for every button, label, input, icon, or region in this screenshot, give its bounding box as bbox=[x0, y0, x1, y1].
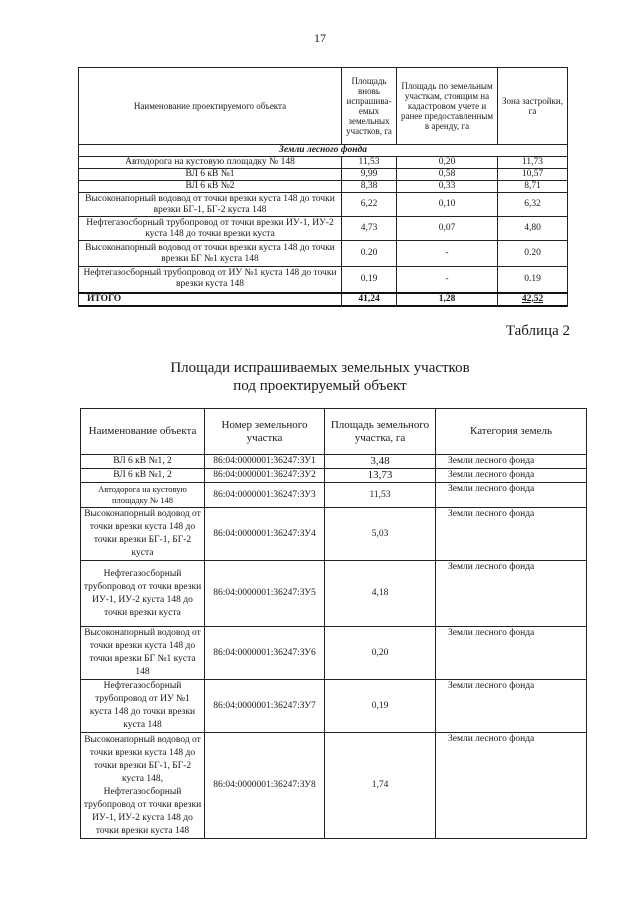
t1-total-label: ИТОГО bbox=[79, 293, 342, 306]
t2-row-parcel: 86:04:0000001:36247:ЗУ8 bbox=[205, 733, 325, 839]
t2-row-area: 4,18 bbox=[325, 561, 436, 627]
t2-row-category: Земли лесного фонда bbox=[436, 469, 587, 483]
t1-row-zone: 4,80 bbox=[498, 217, 568, 241]
t2-row-category: Земли лесного фонда bbox=[436, 733, 587, 839]
page-number: 17 bbox=[314, 31, 326, 45]
t2-row-parcel: 86:04:0000001:36247:ЗУ1 bbox=[205, 455, 325, 469]
t1-row-requested: 0.20 bbox=[342, 241, 397, 267]
t2-row-parcel: 86:04:0000001:36247:ЗУ5 bbox=[205, 561, 325, 627]
table-row bbox=[79, 267, 568, 293]
t2-row-area: 3,48 bbox=[325, 455, 436, 469]
t2-row-name: ВЛ 6 кВ №1, 2 bbox=[81, 469, 205, 483]
t2-row-name: Высоконапорный водовод от точки врезки куста 148 до точки врезки БГ-1, БГ-2 куста bbox=[81, 508, 205, 561]
t1-row-registered: 0,10 bbox=[397, 193, 498, 217]
t1-total-registered: 1,28 bbox=[397, 293, 498, 306]
t2-row-name: ВЛ 6 кВ №1, 2 bbox=[81, 455, 205, 469]
t2-row-parcel: 86:04:0000001:36247:ЗУ2 bbox=[205, 469, 325, 483]
t2-row-category: Земли лесного фонда bbox=[436, 455, 587, 469]
t1-row-registered: 0,20 bbox=[397, 157, 498, 169]
project-areas-table bbox=[78, 67, 568, 307]
table-row bbox=[79, 193, 568, 217]
t1-row-requested: 11,53 bbox=[342, 157, 397, 169]
t1-section-title: Земли лесного фонда bbox=[79, 145, 568, 157]
table-row bbox=[79, 169, 568, 181]
t1-row-requested: 0.19 bbox=[342, 267, 397, 293]
t1-row-zone: 11,73 bbox=[498, 157, 568, 169]
t2-row-area: 0,19 bbox=[325, 680, 436, 733]
table-row bbox=[81, 680, 587, 733]
table-row bbox=[81, 627, 587, 680]
t1-row-requested: 8,38 bbox=[342, 181, 397, 193]
table-row bbox=[81, 483, 587, 508]
t1-header-registered-area: Площадь по земельным участкам, стоящим на кадастровом учете и ранее предоставленным в аренду, га bbox=[397, 68, 498, 145]
t2-row-parcel: 86:04:0000001:36247:ЗУ6 bbox=[205, 627, 325, 680]
t2-row-area: 0,20 bbox=[325, 627, 436, 680]
t2-row-parcel: 86:04:0000001:36247:ЗУ4 bbox=[205, 508, 325, 561]
t1-row-name: ВЛ 6 кВ №2 bbox=[79, 181, 342, 193]
t1-header-requested-area: Площадь вновь испрашива-емых земельных участков, га bbox=[342, 68, 397, 145]
t2-row-area: 11,53 bbox=[325, 483, 436, 508]
t2-header-parcel-number: Номер земельного участка bbox=[205, 409, 325, 455]
t1-row-name: Нефтегазосборный трубопровод от ИУ №1 куста 148 до точки врезки куста 148 bbox=[79, 267, 342, 293]
t2-row-name: Высоконапорный водовод от точки врезки куста 148 до точки врезки БГ №1 куста 148 bbox=[81, 627, 205, 680]
table-row bbox=[81, 469, 587, 483]
table-row bbox=[81, 733, 587, 839]
t2-row-parcel: 86:04:0000001:36247:ЗУ7 bbox=[205, 680, 325, 733]
t2-row-name: Автодорога на кустовую площадку № 148 bbox=[81, 483, 205, 508]
land-parcels-table bbox=[80, 408, 587, 839]
t2-row-name: Нефтегазосборный трубопровод от точки врезки ИУ-1, ИУ-2 куста 148 до точки врезки куста bbox=[81, 561, 205, 627]
t2-row-name: Высоконапорный водовод от точки врезки куста 148 до точки врезки БГ-1, БГ-2 куста 148, Нефтегазосборный трубопровод от точки врезки ИУ-1, ИУ-2 куста 148 до точки врезки куста 148 bbox=[81, 733, 205, 839]
t1-row-registered: 0,07 bbox=[397, 217, 498, 241]
t1-total-requested: 41,24 bbox=[342, 293, 397, 306]
table-row bbox=[79, 217, 568, 241]
table-title-line-1: Площади испрашиваемых земельных участков bbox=[170, 360, 470, 376]
t1-row-zone: 10,57 bbox=[498, 169, 568, 181]
table-row bbox=[81, 561, 587, 627]
t1-row-requested: 6,22 bbox=[342, 193, 397, 217]
t2-row-area: 5,03 bbox=[325, 508, 436, 561]
t2-row-category: Земли лесного фонда bbox=[436, 483, 587, 508]
t1-row-zone: 6,32 bbox=[498, 193, 568, 217]
t1-header-build-zone: Зона застройки, га bbox=[498, 68, 568, 145]
t2-header-object-name: Наименование объекта bbox=[81, 409, 205, 455]
t2-row-area: 1,74 bbox=[325, 733, 436, 839]
t1-row-zone: 0.19 bbox=[498, 267, 568, 293]
t1-header-object-name: Наименование проектируемого объекта bbox=[79, 68, 342, 145]
t2-header-area: Площадь земельного участка, га bbox=[325, 409, 436, 455]
t1-total-zone: 42,52 bbox=[498, 293, 568, 306]
t2-row-name: Нефтегазосборный трубопровод от ИУ №1 куста 148 до точки врезки куста 148 bbox=[81, 680, 205, 733]
t1-row-name: Автодорога на кустовую площадку № 148 bbox=[79, 157, 342, 169]
t1-row-registered: 0,33 bbox=[397, 181, 498, 193]
t2-row-parcel: 86:04:0000001:36247:ЗУ3 bbox=[205, 483, 325, 508]
table-title-line-2: под проектируемый объект bbox=[233, 378, 407, 394]
t1-row-name: Высоконапорный водовод от точки врезки куста 148 до точки врезки БГ №1 куста 148 bbox=[79, 241, 342, 267]
table-row bbox=[79, 181, 568, 193]
t1-row-registered: 0,58 bbox=[397, 169, 498, 181]
t1-row-name: Высоконапорный водовод от точки врезки куста 148 до точки врезки БГ-1, БГ-2 куста 148 bbox=[79, 193, 342, 217]
t1-row-zone: 0.20 bbox=[498, 241, 568, 267]
t1-row-name: ВЛ 6 кВ №1 bbox=[79, 169, 342, 181]
table-row bbox=[79, 241, 568, 267]
t1-row-zone: 8,71 bbox=[498, 181, 568, 193]
t1-row-registered: - bbox=[397, 241, 498, 267]
table-row bbox=[81, 508, 587, 561]
t2-header-category: Категория земель bbox=[436, 409, 587, 455]
t1-row-name: Нефтегазосборный трубопровод от точки врезки ИУ-1, ИУ-2 куста 148 до точки врезки куста bbox=[79, 217, 342, 241]
t2-row-category: Земли лесного фонда bbox=[436, 680, 587, 733]
table-caption: Таблица 2 bbox=[505, 323, 570, 339]
t1-row-requested: 9,99 bbox=[342, 169, 397, 181]
table-row bbox=[81, 455, 587, 469]
t2-row-area: 13,73 bbox=[325, 469, 436, 483]
t2-row-category: Земли лесного фонда bbox=[436, 508, 587, 561]
table-title bbox=[0, 359, 640, 395]
t2-row-category: Земли лесного фонда bbox=[436, 627, 587, 680]
t2-row-category: Земли лесного фонда bbox=[436, 561, 587, 627]
total-row bbox=[79, 293, 568, 306]
table-row bbox=[79, 157, 568, 169]
t1-row-requested: 4,73 bbox=[342, 217, 397, 241]
t1-row-registered: - bbox=[397, 267, 498, 293]
